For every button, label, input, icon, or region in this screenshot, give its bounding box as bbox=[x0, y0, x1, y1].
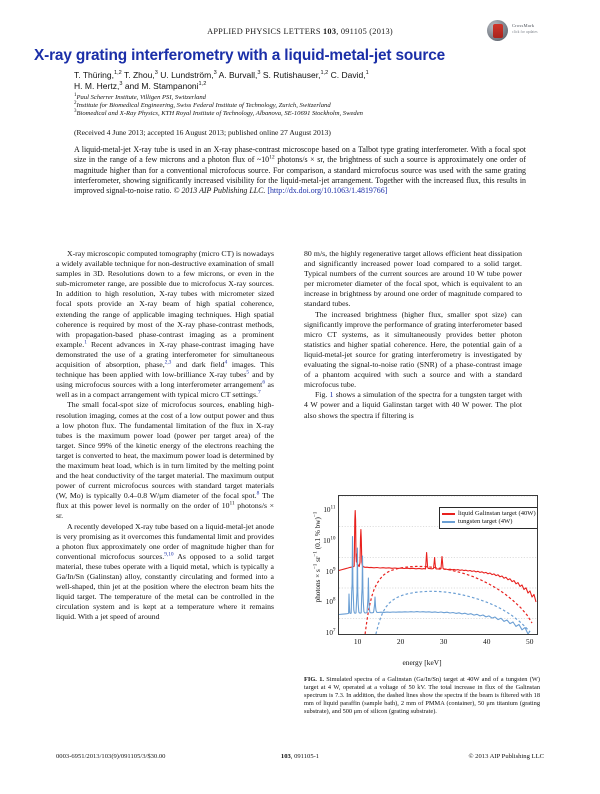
paragraph-left-1: X-ray microscopic computed tomography (micro CT) is nowadays a widely available technique for non-destructive examination of small samples in 3D. Resolutions down to a few microns, or even in the sub-micrometer range, are possible due to microfocus X-ray sources. In addition to high resolution, X-ray tubes with micrometer sized focal spots provide an X-ray beam of high spatial coherence, extending the range of applicable imaging techniques. High spatial coherence is required by most of the X-ray phase-contrast methods, with propagation-based phase-contrast imaging as a prominent example.$^1$ Recent advances in X-ray phase-contrast imaging have demonstrated the use of a grating interferometer for simultaneous acquisition of absorption, phase,$^{2,3}$ and dark field$^4$ images. This technique has been applied with low-brilliance X-ray tubes$^5$ and by using microfocus sources with a long interferometer arrangement$^6$ as well as in a compact arrangement with typical micro CT settings.$^7$ bbox=[56, 249, 275, 400]
doi-link[interactable]: [http://dx.doi.org/10.1063/1.4819766] bbox=[267, 186, 388, 196]
page-title: X-ray grating interferometry with a liquid-metal-jet source bbox=[34, 47, 446, 64]
x-tick-50: 50 bbox=[525, 637, 534, 646]
y-tick-1e8: $10^8$ bbox=[325, 596, 336, 607]
crossmark-inner-icon bbox=[493, 24, 503, 38]
paragraph-left-3: A recently developed X-ray tube based on a liquid-metal-jet anode is very promising as it overcomes this fundamental limit and provides a photon flux approximately one order of magnitude higher than for conventional microfocus sources.$^{9,10}$ As opposed to a solid target material, these tubes operate with a liquid metal, which is typically a Ga/In/Sn (Galinstan) alloy, constantly circulating and formed into a well-shaped, thin jet at the position where the electron beam hits the liquid target. The temperature of the metal can be controlled in the circulation system and is kept at a temperature where it remains liquid. With a jet speed of around bbox=[56, 521, 274, 622]
affiliation-1-text: Paul Scherrer Institute, Villigen PSI, Switzerland bbox=[76, 94, 206, 101]
figure-1 bbox=[304, 487, 540, 675]
author-line-2: H. M. Hertz,$^3$ and M. Stampanoni$^{1,2}$ bbox=[74, 81, 207, 92]
plot-area bbox=[338, 495, 538, 635]
received-dates: (Received 4 June 2013; accepted 16 August 2013; published online 27 August 2013) bbox=[74, 128, 331, 137]
crossmark-label: CrossMark bbox=[512, 23, 535, 28]
footer-copyright: © 2013 AIP Publishing LLC bbox=[468, 753, 544, 760]
journal-issue: , 091105 (2013) bbox=[336, 27, 393, 36]
x-tick-40: 40 bbox=[482, 637, 491, 646]
x-tick-20: 20 bbox=[396, 637, 405, 646]
affiliation-1: $^1$Paul Scherrer Institute, Villigen PSI, Switzerland bbox=[74, 92, 206, 101]
legend-swatch-tungsten bbox=[442, 521, 455, 523]
footer-volume: 103 bbox=[280, 753, 291, 760]
abstract: A liquid-metal-jet X-ray tube is used in an X-ray phase-contrast microscope based on a Talbot type grating interferometer. With a focal spot size in the range of a few microns and a photon flux of $\sim 10^{12}$ photons/s × sr, the brightness of such a source is approximately one order of magnitude higher than for a conventional microfocus source. For comparison, a standard microfocus source was used with the same grating interferometer, showing significantly increased visibility for the liquid-metal-jet arrangement. Together with the increased flux, this results in improved signal-to-noise ratio. © 2013 AIP Publishing LLC. [http://dx.doi.org/10.1063/1.4819766] bbox=[74, 145, 526, 196]
chart-legend bbox=[439, 507, 538, 529]
x-tick-30: 30 bbox=[439, 637, 448, 646]
y-tick-1e9: $10^9$ bbox=[325, 566, 336, 576]
affiliation-3-text: Biomedical and X-Ray Physics, KTH Royal Institute of Technology, Albanova, SE-10691 Stockholm, Sweden bbox=[76, 110, 363, 118]
spectra-chart bbox=[304, 487, 540, 675]
affiliation-2: $^2$Institute for Biomedical Engineering, Swiss Federal Institute of Technology, Zurich, Switzerland bbox=[74, 100, 331, 110]
legend-label-tungsten: tungsten target (4W) bbox=[458, 517, 513, 525]
crossmark-sublabel: click for updates bbox=[512, 30, 538, 34]
y-tick-1e7: $10^7$ bbox=[325, 627, 336, 637]
y-tick-1e10: $10^{10}$ bbox=[323, 535, 336, 545]
legend-label-galinstan: liquid Galinstan target (40W) bbox=[458, 509, 536, 517]
legend-item-galinstan bbox=[442, 510, 536, 518]
affiliation-list bbox=[74, 94, 544, 118]
x-axis-label: energy [keV] bbox=[402, 658, 442, 667]
figure-caption bbox=[304, 676, 540, 716]
footer-issn: 0003-6951/2013/103(9)/091105/3/$30.00 bbox=[56, 753, 166, 760]
legend-swatch-galinstan bbox=[442, 513, 455, 515]
series-galinstan-filtered bbox=[365, 566, 532, 634]
journal-volume: 103 bbox=[323, 27, 337, 36]
journal-name: APPLIED PHYSICS LETTERS bbox=[207, 27, 324, 36]
y-axis-label: photons × $s^{-1}$ $sr^{-1}$ (0.1 % bw)$^{-1}$ bbox=[312, 511, 322, 603]
page-footer bbox=[0, 753, 600, 767]
body-column-right bbox=[304, 249, 522, 421]
body-column-left bbox=[56, 249, 274, 622]
paragraph-left-2: The small focal-spot size of microfocus sources, enabling high-resolution imaging, comes at the cost of a low output power and thus a low photon flux. The fundamental limitation of the flux in X-ray tubes is the maximum power load (power per target area) of the target. Since 99% of the kinetic energy of the electrons reaching the target is converted to heat, the maximum power load is determined by the maximum heat load, which is in turn limited by the melting point and the heat conductivity of the target material. The maximum output power of current microfocus sources with standard target materials (W, Mo) is typically 0.4–0.8 W/μm diameter of the focal spot.$^8$ The flux at this power level is normally on the order of $10^{11}$ photons/s × sr. bbox=[56, 400, 274, 521]
y-tick-1e11: $10^{11}$ bbox=[323, 504, 336, 515]
paragraph-right-2: The increased brightness (higher flux, smaller spot size) can significantly improve the performance of grating interferometer based micro CT systems, as it simultaneously provides better photon statistics and higher spatial coherence. Here, the potential gain of a liquid-metal-jet source for grating interferometry is investigated by evaluating the signal-to-noise ratio (SNR) of a phase-contrast image of a phantom acquired with such a source and with a standard microfocus tube. bbox=[304, 309, 522, 390]
paragraph-right-1: 80 m/s, the highly regenerative target allows efficient heat dissipation and significantly increased power load compared to a solid target. Typical numbers of the current sources are around 10 W tube power per micrometer diameter of the focal spot, which is equivalent to an increase in brightness by around one order of magnitude compared to standard tubes. bbox=[304, 249, 522, 309]
affiliation-3: $^3$Biomedical and X-Ray Physics, KTH Royal Institute of Technology, Albanova, SE-10691 Stockholm, Sweden bbox=[74, 109, 363, 118]
paragraph-right-3: Fig. 1 shows a simulation of the spectra for a tungsten target with 4 W power and a liquid Galinstan target with 40 W power. The plot also shows the spectra if filtering is bbox=[304, 390, 522, 420]
crossmark-icon bbox=[487, 20, 508, 41]
figure-caption-text: Simulated spectra of a Galinstan (Ga/In/Sn) target at 40W and of a tungsten (W) target at 4 W, operated at a voltage of 50 kV. The total increase in flux of the Galinstan spectrum is 7.3. In addition, the dashed lines show the spectra if the beam is filtered with 18 mm of liquid paraffin (sample bath), 2 mm of PMMA (container), 50 μm titanium (grating substrate), and 500 μm of silicon (grating substrate). bbox=[304, 676, 540, 715]
x-tick-10: 10 bbox=[353, 637, 362, 646]
affiliation-2-text: Institute for Biomedical Engineering, Swiss Federal Institute of Technology, Zurich, Switzerland bbox=[76, 102, 331, 110]
legend-item-tungsten bbox=[442, 518, 536, 526]
footer-article-id: , 091105-1 bbox=[290, 753, 320, 760]
abstract-copyright: © 2013 AIP Publishing LLC. bbox=[173, 186, 266, 196]
crossmark-badge[interactable] bbox=[487, 19, 583, 45]
author-line-1: T. Thüring,$^{1,2}$ T. Zhou,$^3$ U. Lundström,$^3$ A. Burvall,$^3$ S. Rutishauser,$^{1,2}$ C. David,$^1$ bbox=[74, 70, 369, 80]
author-list bbox=[74, 70, 534, 92]
figure-caption-label: FIG. 1. bbox=[304, 676, 324, 683]
